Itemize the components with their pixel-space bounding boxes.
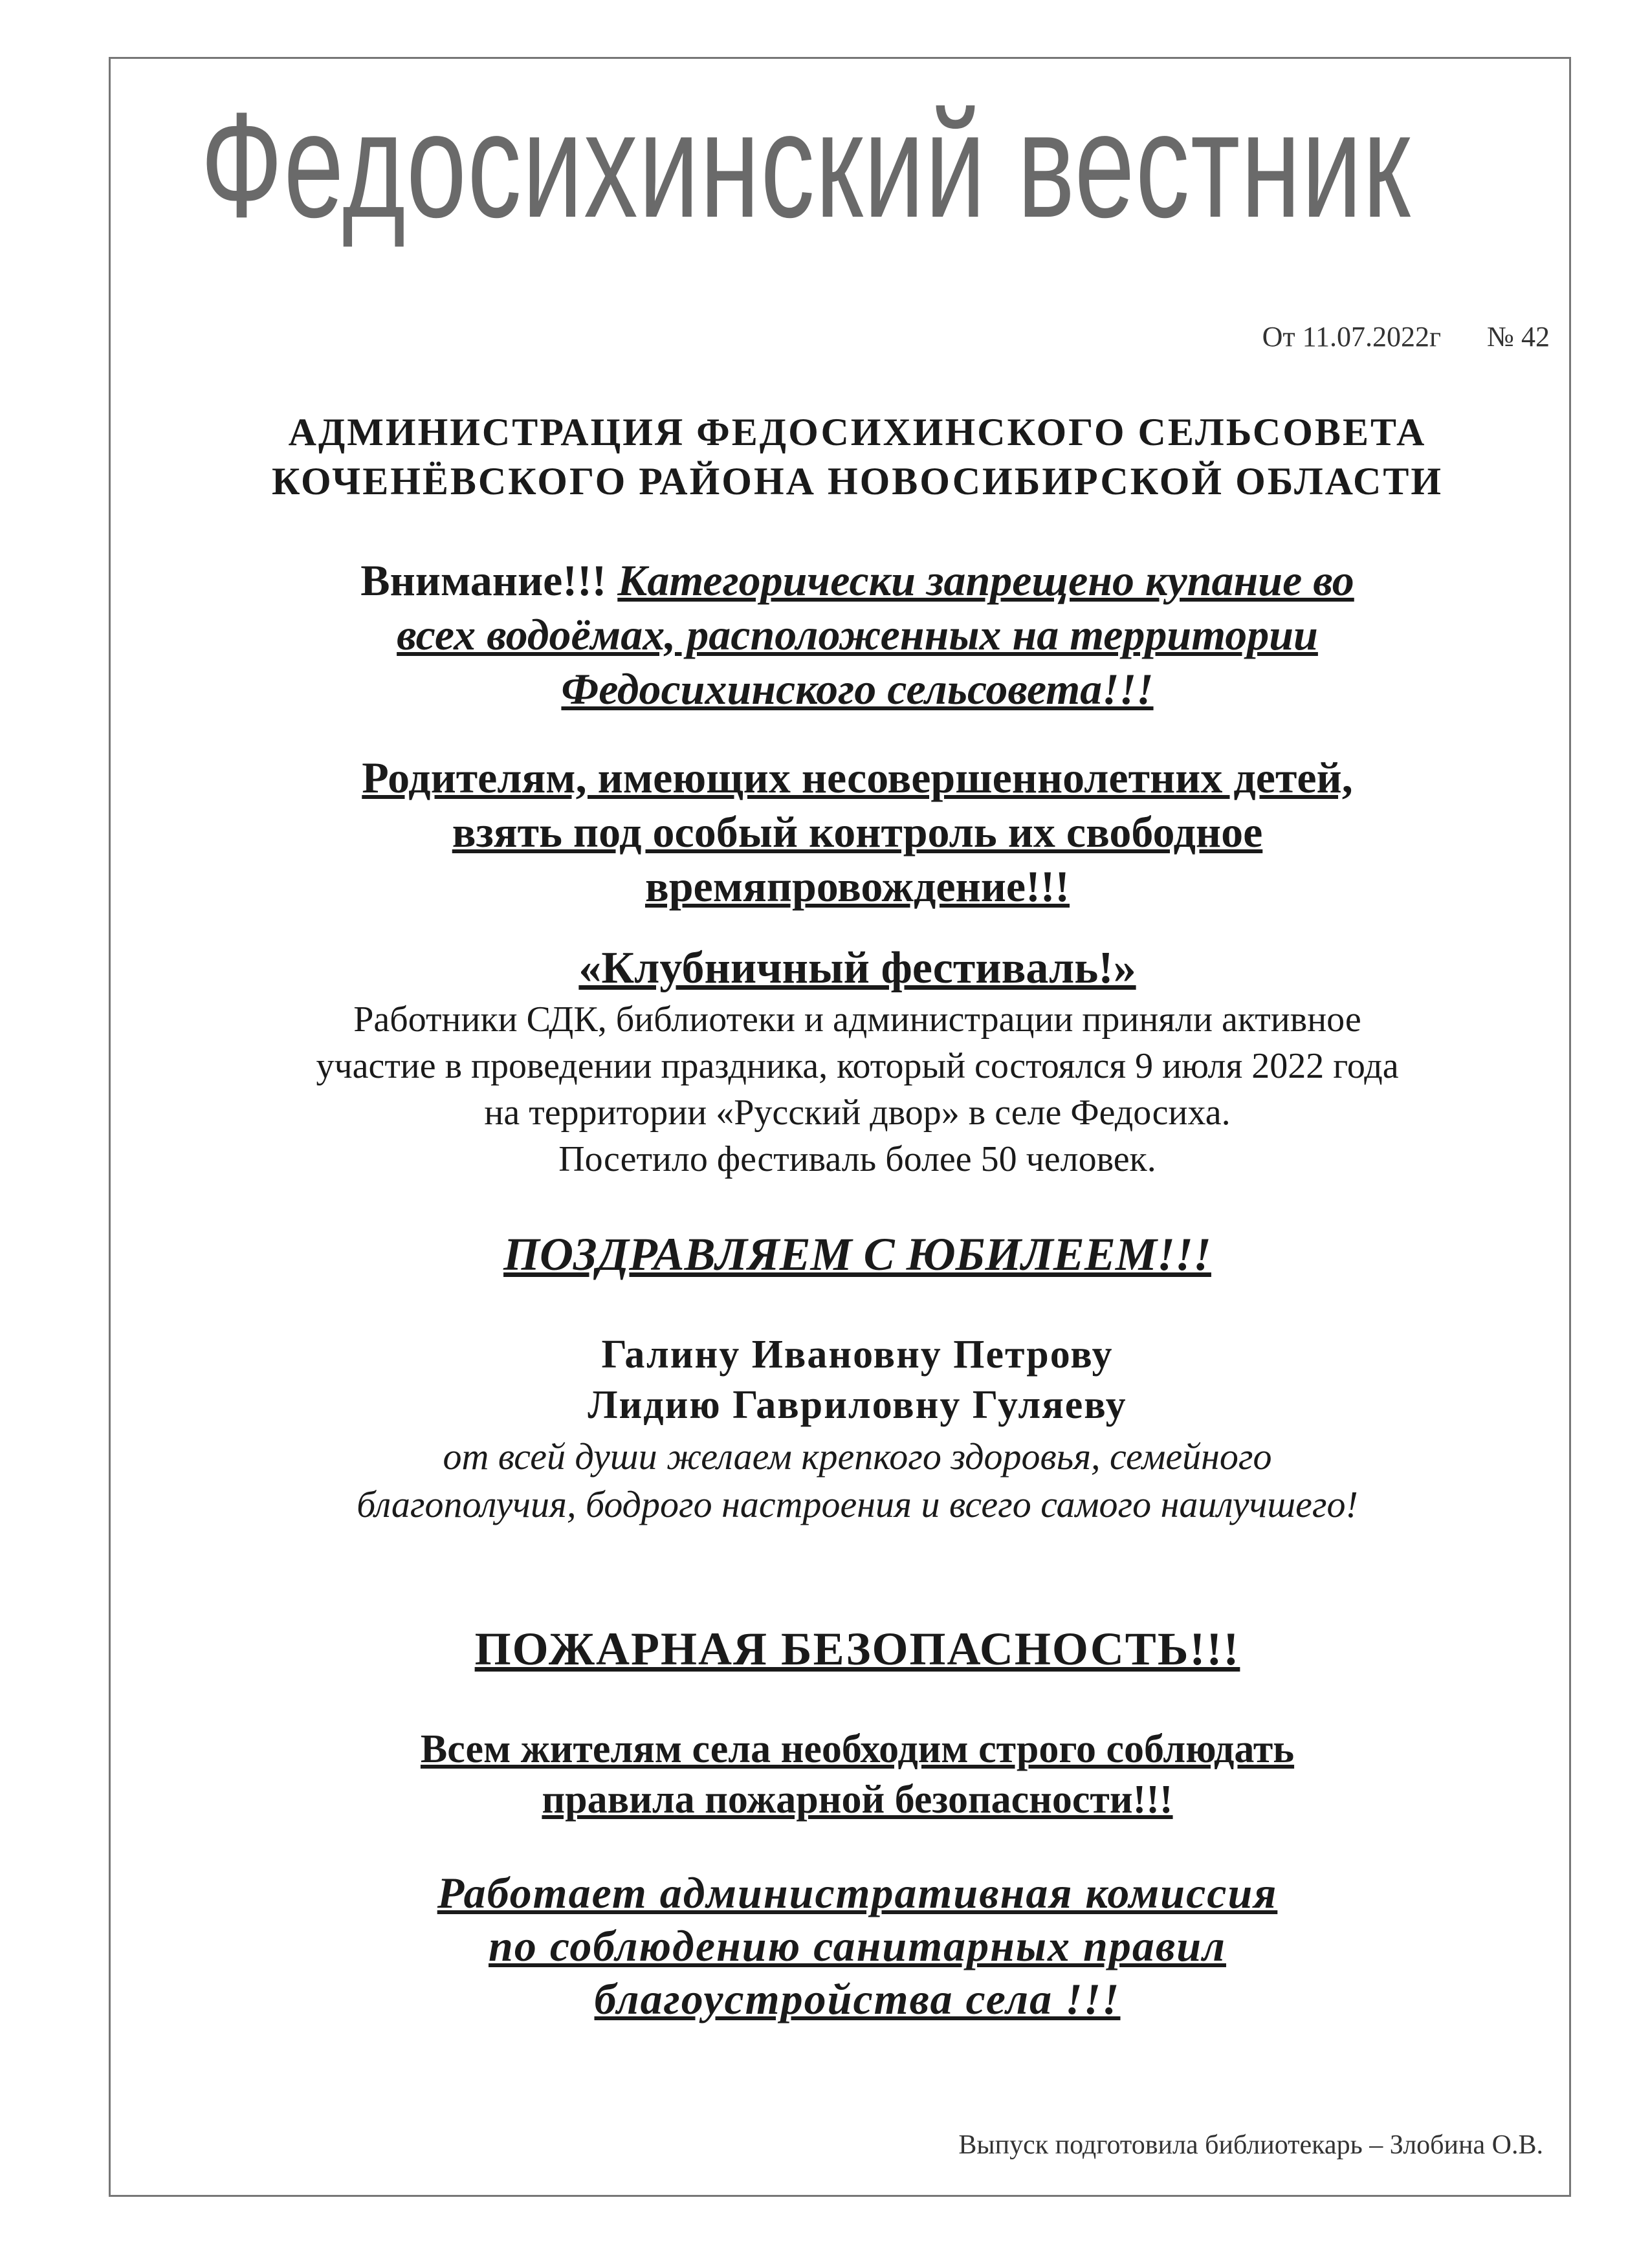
issue-number: № 42	[1487, 321, 1550, 353]
festival-line-4: Посетило фестиваль более 50 человек.	[558, 1139, 1156, 1179]
admin-line-1: АДМИНИСТРАЦИЯ ФЕДОСИХИНСКОГО СЕЛЬСОВЕТА	[288, 411, 1427, 453]
warning-line-3: Федосихинского сельсовета!!!	[561, 664, 1154, 714]
commission-line-3: благоустройства села !!!	[594, 1974, 1121, 2023]
parents-line-2: взять под особый контроль их свободное	[452, 807, 1263, 856]
festival-line-1: Работники СДК, библиотеки и администрации приняли активное	[353, 999, 1361, 1040]
issue-credit: Выпуск подготовила библиотекарь – Злобина О.В.	[958, 2130, 1543, 2160]
jubilee-name-1: Галину Ивановну Петрову	[601, 1333, 1114, 1377]
swimming-warning	[129, 553, 1585, 716]
jubilee-title: ПОЗДРАВЛЯЕМ С ЮБИЛЕЕМ!!!	[503, 1228, 1211, 1280]
warning-line-2: всех водоёмах, расположенных на территории	[397, 610, 1318, 659]
wishes-line-1: от всей души желаем крепкого здоровья, семейного	[443, 1435, 1272, 1477]
administration-header	[129, 408, 1585, 506]
parents-line-1: Родителям, имеющих несовершеннолетних детей,	[362, 753, 1353, 802]
fire-safety-title: ПОЖАРНАЯ БЕЗОПАСНОСТЬ!!!	[474, 1623, 1240, 1675]
commission-line-2: по соблюдению санитарных правил	[489, 1921, 1226, 1970]
newspaper-title: Федосихинский вестник	[201, 82, 1411, 249]
wishes-line-2: благополучия, бодрого настроения и всего самого наилучшего!	[357, 1483, 1358, 1525]
festival-line-3: на территории «Русский двор» в селе Федосиха.	[484, 1093, 1231, 1133]
jubilee-wishes	[129, 1433, 1585, 1529]
festival-text	[129, 996, 1585, 1183]
parents-notice	[129, 750, 1585, 913]
jubilee-names	[129, 1329, 1585, 1430]
parents-line-3: времяпровождение!!!	[644, 862, 1070, 911]
fire-safety-text	[129, 1724, 1585, 1825]
commission-notice	[129, 1866, 1585, 2025]
warning-line-1	[129, 553, 1585, 607]
festival-line-2: участие в проведении праздника, который состоялся 9 июля 2022 года	[316, 1046, 1399, 1086]
admin-line-2: КОЧЕНЁВСКОГО РАЙОНА НОВОСИБИРСКОЙ ОБЛАСТИ	[271, 460, 1444, 503]
jubilee-name-2: Лидию Гавриловну Гуляеву	[588, 1383, 1127, 1427]
issue-date: От 11.07.2022г	[1262, 321, 1442, 353]
warning-lead: Внимание!!!	[360, 556, 607, 605]
festival-title: «Клубничный фестиваль!»	[578, 943, 1136, 993]
fire-line-2: правила пожарной безопасности!!!	[542, 1778, 1173, 1822]
commission-line-1: Работает административная комиссия	[437, 1868, 1278, 1917]
issue-info	[1262, 320, 1550, 353]
fire-line-1: Всем жителям села необходим строго соблюдать	[420, 1727, 1295, 1771]
warning-line-1-text: Категорически запрещено купание во	[617, 556, 1354, 605]
